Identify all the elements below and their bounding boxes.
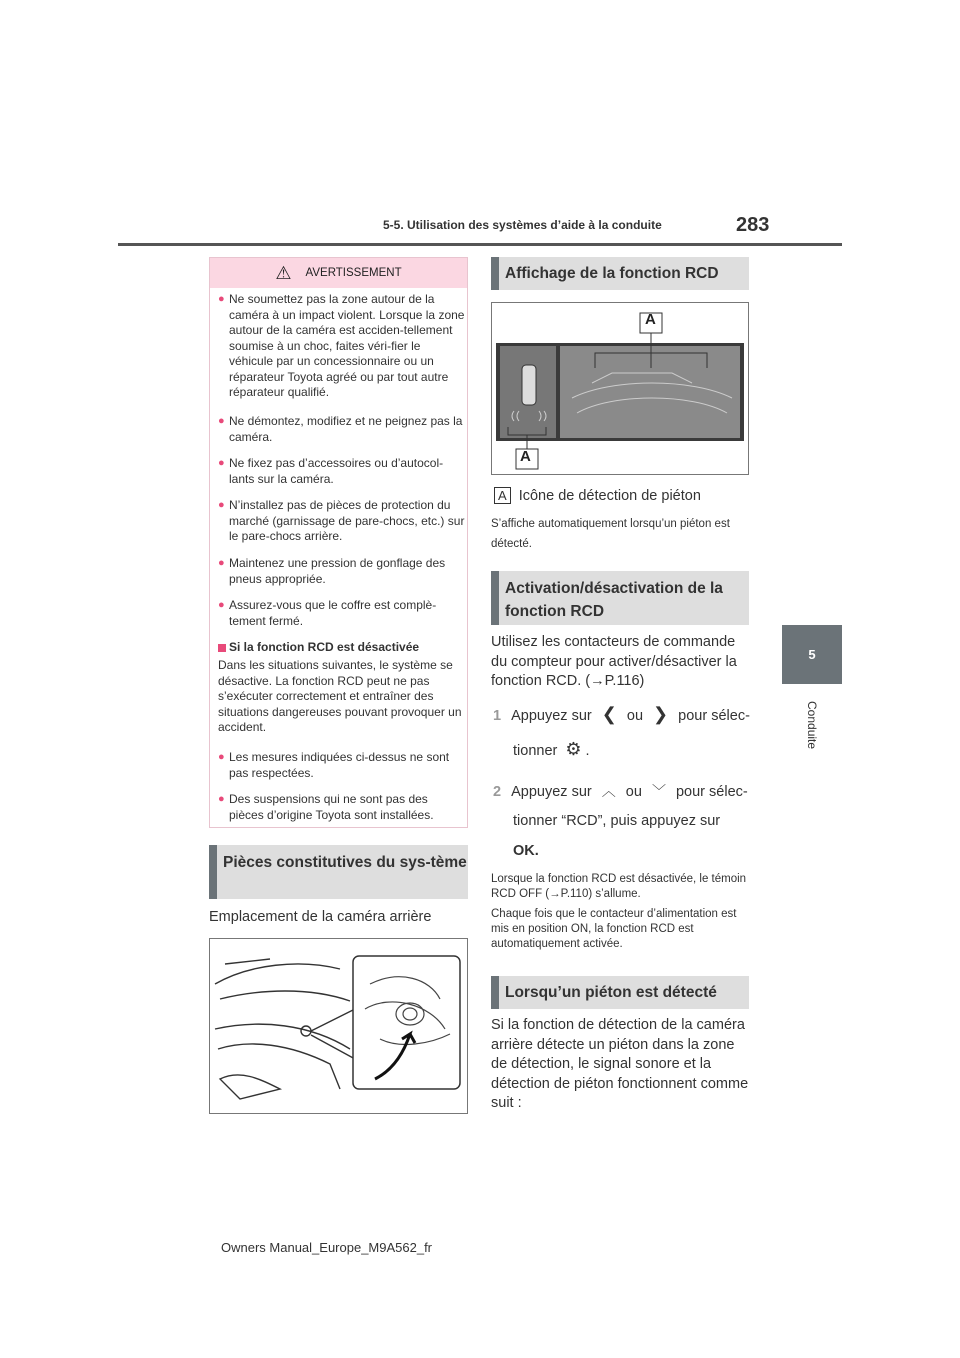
pedestrian-heading: Lorsqu’un piéton est détecté [491, 976, 749, 1009]
page-number: 283 [736, 214, 770, 236]
activation-note-2: Chaque fois que le contacteur d’alimentation est mis en position ON, la fonction RCD est automatiquement activée. [491, 908, 737, 950]
legend-text: Icône de détection de piéton [518, 488, 701, 504]
header-rule [118, 243, 842, 246]
rear-car-drawing [210, 939, 467, 1113]
warning-box [209, 257, 468, 828]
warning-header [210, 258, 467, 288]
bullet-icon: ● [218, 599, 225, 611]
components-heading: Pièces constitutives du sys-tème [209, 845, 468, 899]
chevron-left-icon: ❮ [601, 704, 617, 724]
ok-label: OK [513, 843, 535, 859]
warning-title: AVERTISSEMENT [305, 267, 402, 279]
activation-intro: Utilisez les contacteurs de commande du compteur pour activer/désactiver la fonction RCD. (→P.116) [491, 634, 737, 689]
callout-a-label: A [494, 487, 511, 504]
step-1-cont: tionner ⚙ . [513, 739, 590, 759]
activation-note-1: Lorsque la fonction RCD est désactivée, le témoin RCD OFF (→P.110) s’allume. [491, 873, 747, 900]
display-heading: Affichage de la fonction RCD [491, 257, 749, 290]
bullet-icon: ● [218, 415, 225, 427]
bullet-icon: ● [218, 293, 225, 305]
chevron-up-icon: ︿ [601, 783, 616, 799]
gear-icon: ⚙ [565, 739, 582, 759]
legend-row [494, 487, 754, 507]
step-1 [493, 705, 753, 727]
warning-bullet: Maintenez une pression de gonflage des pneus appropriée. [229, 556, 446, 586]
step-2-text-c: tionner “RCD”, puis appuyez sur [513, 813, 721, 829]
footer: Owners Manual_Europe_M9A562_fr [221, 1240, 433, 1255]
step-1-text: Appuyez sur [511, 708, 592, 724]
step-1-text-c: tionner [513, 743, 558, 759]
chevron-right-icon: ❯ [653, 704, 669, 724]
warning-bullet: Ne fixez pas d’accessoires ou d’autocol-lants sur la caméra. [229, 456, 444, 486]
step-2-number: 2 [493, 784, 502, 800]
warning-bullet: N’installez pas de pièces de protection du marché (garnissage de pare-chocs, etc.) sur le pare-chocs arrière. [229, 498, 465, 543]
warning-bullet: Ne soumettez pas la zone autour de la caméra à un impact violent. Lorsque la zone autour de la caméra est acciden-tellement soumise à un choc, faites véri-fier le véhicule par un concessionnaire ou un réparateur Toyota agréé ou par tout autre réparateur qualifié. [229, 292, 465, 399]
step-2-text-b: pour sélec- [675, 784, 748, 800]
chevron-down-icon: ﹀ [651, 783, 666, 799]
chapter-tab[interactable]: 5 [782, 625, 842, 684]
warning-subheading: Si la fonction RCD est désactivée [229, 640, 420, 654]
warning-triangle-icon: ⚠ [275, 262, 292, 283]
callout-a-bottom: A [520, 448, 531, 465]
step-2-or: ou [625, 784, 642, 800]
pedestrian-text: Si la fonction de détection de la caméra arrière détecte un piéton dans la zone de détection, le signal sonore et la détection de piéton fonctionnent comme suit : [491, 1017, 749, 1111]
bullet-icon: ● [218, 751, 225, 763]
warning-bullet: Des suspensions qui ne sont pas des pièces d’origine Toyota sont installées. [229, 792, 434, 822]
camera-location-caption: Emplacement de la caméra arrière [209, 909, 432, 925]
warning-bullet: Assurez-vous que le coffre est complè-tement fermé. [229, 598, 437, 628]
activation-heading: Activation/désactivation de la fonction RCD [491, 571, 749, 625]
step-1-or: ou [626, 708, 644, 724]
chapter-label [782, 690, 842, 760]
bullet-icon: ● [218, 457, 225, 469]
step-1-number: 1 [493, 708, 502, 724]
section-header: 5-5. Utilisation des systèmes d’aide à la conduite [383, 218, 662, 232]
bullet-icon: ● [218, 793, 225, 805]
warning-bullet: Ne démontez, modifiez et ne peignez pas la caméra. [229, 414, 463, 444]
square-bullet-icon [218, 644, 226, 652]
ok-line: OK. [513, 843, 539, 859]
camera-location-illustration [209, 938, 468, 1114]
step-2 [493, 782, 753, 803]
callout-a-top: A [645, 311, 656, 328]
legend-note: S’affiche automatiquement lorsqu’un piéton est détecté. [491, 518, 730, 550]
chapter-label-text: Conduite [805, 700, 819, 750]
warning-bullet: Les mesures indiquées ci-dessus ne sont pas respectées. [229, 750, 450, 780]
warning-paragraph: Dans les situations suivantes, le système se désactive. La fonction RCD peut ne pas s’exécuter correctement et entraîner des situations dangereuses pouvant provoquer un accident. [218, 658, 462, 734]
bullet-icon: ● [218, 557, 225, 569]
step-2-text: Appuyez sur [511, 784, 592, 800]
step-1-text-b: pour sélec- [678, 708, 750, 724]
bullet-icon: ● [218, 499, 225, 511]
